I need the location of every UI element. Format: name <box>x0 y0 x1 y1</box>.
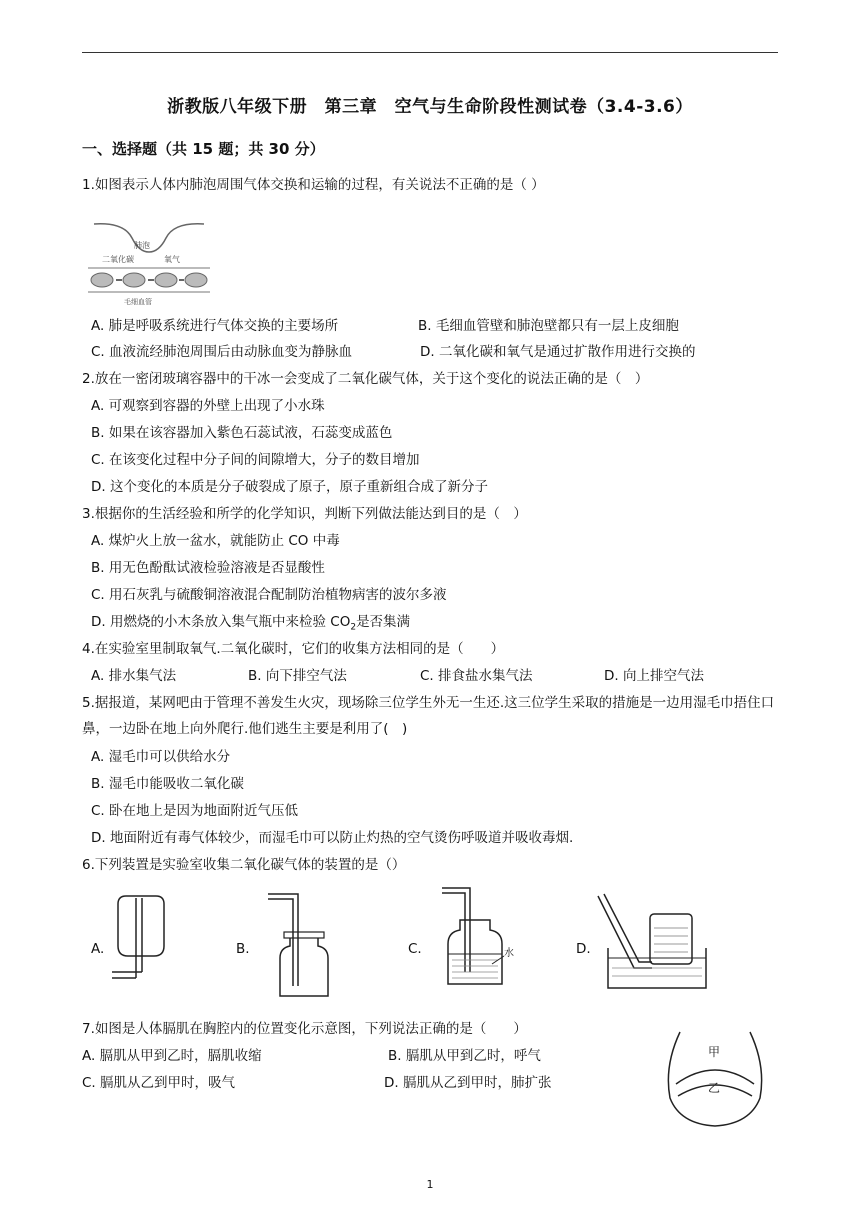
q3-option-d: D. 用燃烧的小木条放入集气瓶中来检验 $CO_2$是否集满 <box>91 614 411 633</box>
apparatus-b-figure <box>260 888 340 1003</box>
q4-option-a: A. 排水集气法 <box>91 668 177 684</box>
q3-option-c: C. 用石灰乳与硫酸铜溶液混合配制防治植物病害的波尔多液 <box>91 587 447 603</box>
question-6-stem: 6.下列装置是实验室收集二氧化碳气体的装置的是（） <box>82 857 406 873</box>
apparatus-c-figure <box>432 884 522 994</box>
q1-option-d: D. 二氧化碳和氧气是通过扩散作用进行交换的 <box>420 344 696 360</box>
q3-option-a: A. 煤炉火上放一盆水，就能防止 CO 中毒 <box>91 533 340 549</box>
fig-label-alveolus: 肺泡 <box>134 241 150 250</box>
q6-option-d: D. <box>576 941 591 957</box>
label-yi: 乙 <box>708 1081 721 1095</box>
label-jia: 甲 <box>708 1045 721 1059</box>
question-2-stem: 2.放在一密闭玻璃容器中的干冰一会变成了二氧化碳气体，关于这个变化的说法正确的是（ ） <box>82 371 649 387</box>
header-rule <box>82 52 778 53</box>
q1-option-a: A. 肺是呼吸系统进行气体交换的主要场所 <box>91 318 339 334</box>
q4-option-b: B. 向下排空气法 <box>248 668 347 684</box>
section-heading: 一、选择题（共 15 题；共 30 分） <box>82 140 325 158</box>
q5-option-a: A. 湿毛巾可以供给水分 <box>91 749 231 765</box>
fig-label-co2: 二氧化碳 <box>102 255 134 264</box>
q4-option-c: C. 排食盐水集气法 <box>420 668 533 684</box>
q5-option-c: C. 卧在地上是因为地面附近气压低 <box>91 803 299 819</box>
question-7-stem: 7.如图是人体膈肌在胸腔内的位置变化示意图，下列说法正确的是（ ） <box>82 1021 527 1037</box>
q7-option-b: B. 膈肌从甲到乙时，呼气 <box>388 1048 541 1064</box>
apparatus-d-figure <box>594 888 714 994</box>
q5-option-b: B. 湿毛巾能吸收二氧化碳 <box>91 776 244 792</box>
fig-label-capillary: 毛细血管 <box>124 298 152 306</box>
q2-option-b: B. 如果在该容器加入紫色石蕊试液，石蕊变成蓝色 <box>91 425 393 441</box>
question-1-stem: 1.如图表示人体内肺泡周围气体交换和运输的过程，有关说法不正确的是（ ） <box>82 177 545 193</box>
q7-option-a: A. 膈肌从甲到乙时，膈肌收缩 <box>82 1048 262 1064</box>
apparatus-a-figure <box>106 888 176 998</box>
q4-option-d: D. 向上排空气法 <box>604 668 704 684</box>
page-title: 浙教版八年级下册 第三章 空气与生命阶段性测试卷（3.4-3.6） <box>167 97 693 117</box>
question-5-stem: 5.据报道，某网吧由于管理不善发生火灾，现场除三位学生外无一生还.这三位学生采取的措施是一边用湿毛巾捂住口鼻，一边卧在地上向外爬行.他们逃生主要是利用了( ) <box>82 695 775 737</box>
diaphragm-figure <box>660 1026 770 1130</box>
question-3-stem: 3.根据你的生活经验和所学的化学知识，判断下列做法能达到目的是（ ） <box>82 506 527 522</box>
q2-option-a: A. 可观察到容器的外壁上出现了小水珠 <box>91 398 325 414</box>
q1-option-b: B. 毛细血管壁和肺泡壁都只有一层上皮细胞 <box>418 318 679 334</box>
alveolus-figure <box>84 216 214 306</box>
q2-option-d: D. 这个变化的本质是分子破裂成了原子，原子重新组合成了新分子 <box>91 479 488 495</box>
q6-option-a: A. <box>91 941 105 957</box>
q1-option-c: C. 血液流经肺泡周围后由动脉血变为静脉血 <box>91 344 353 360</box>
water-label: 水 <box>504 948 514 959</box>
question-4-stem: 4.在实验室里制取氧气.二氧化碳时，它们的收集方法相同的是（ ） <box>82 641 505 657</box>
page-number: 1 <box>426 1178 434 1191</box>
q5-option-d: D. 地面附近有毒气体较少，而湿毛巾可以防止灼热的空气烫伤呼吸道并吸收毒烟. <box>91 830 574 846</box>
q2-option-c: C. 在该变化过程中分子间的间隙增大，分子的数目增加 <box>91 452 420 468</box>
fig-label-o2: 氧气 <box>164 255 180 264</box>
q3-option-b: B. 用无色酚酞试液检验溶液是否显酸性 <box>91 560 325 576</box>
q6-option-b: B. <box>236 941 250 957</box>
q6-option-c: C. <box>408 941 422 957</box>
q7-option-d: D. 膈肌从乙到甲时，肺扩张 <box>384 1075 552 1091</box>
q7-option-c: C. 膈肌从乙到甲时，吸气 <box>82 1075 236 1091</box>
